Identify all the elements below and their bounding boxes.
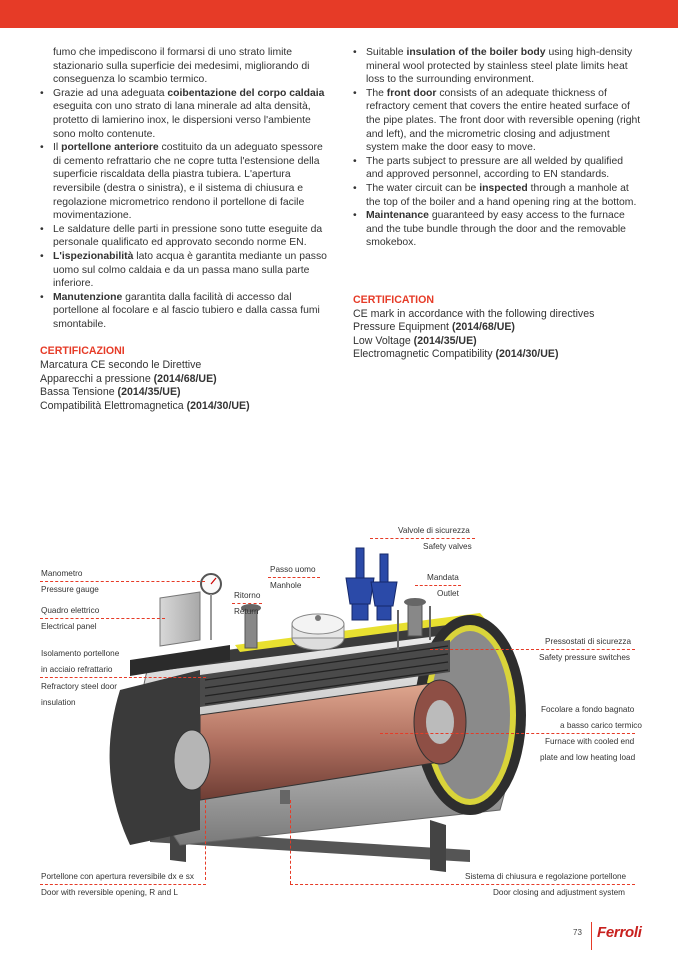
english-column: [353, 46, 643, 362]
bullet-text: guaranteed by easy access to the furnace and the tube bundle through the door and the removable smokebox.: [366, 210, 626, 249]
right-bullet-item: [353, 182, 643, 209]
leader-door-reversible-v: [205, 800, 206, 880]
label-switches-it: Pressostati di sicurezza: [545, 637, 632, 646]
cert-directive-line: [353, 335, 643, 349]
label-return-it: Ritorno: [234, 591, 261, 600]
bullet-bold-text: Maintenance: [366, 210, 429, 222]
bullet-text: eseguita con uno strato di lana minerale ad alta densità, protetto di lamierino inox, le dispersioni verso l'ambiente sono molto contenute.: [53, 101, 311, 140]
directive-code: (2014/68/UE): [451, 321, 515, 334]
label-door-insulation-en-2: insulation: [41, 698, 76, 707]
right-bullet-item: [353, 155, 643, 182]
bullet-bold-text: portellone anteriore: [61, 142, 159, 154]
bullet-text: through a manhole at the top of the boiler and a hand opening ring at the bottom.: [366, 182, 637, 208]
directive-name: Low Voltage: [353, 334, 414, 347]
bullet-dot-icon: •: [40, 223, 44, 235]
left-bullet-item: [40, 250, 330, 291]
bullet-dot-icon: •: [40, 291, 44, 303]
label-manometer-en: Pressure gauge: [41, 585, 99, 594]
left-bullet-item: [40, 141, 330, 223]
label-door-reversible-en: Door with reversible opening, R and L: [41, 888, 178, 897]
label-furnace-en-2: plate and low heating load: [540, 753, 636, 762]
bullet-text: lato acqua è garantita mediante un passo uomo sul colmo caldaia e da un passa mano sulla parte inferiore.: [53, 250, 327, 290]
leader-outlet: [415, 585, 461, 586]
bullet-text: Il: [53, 142, 62, 154]
left-bullet-item: [40, 291, 330, 332]
directive-code: (2014/35/UE): [413, 334, 477, 347]
bullet-dot-icon: •: [353, 210, 357, 222]
cert-directive-line: [40, 386, 330, 400]
bullet-dot-icon: •: [353, 47, 357, 58]
cert-directive-line: [353, 348, 643, 362]
cert-title-it: CERTIFICAZIONI: [40, 345, 125, 358]
bullet-text: The water circuit can be: [366, 182, 480, 194]
page-number: 73: [573, 928, 582, 937]
leader-safety-valves: [370, 538, 475, 539]
bullet-dot-icon: •: [353, 182, 357, 194]
left-bullet-item: [40, 87, 330, 141]
cert-intro-en: CE mark in accordance with the following directives: [353, 307, 595, 320]
bullet-text: using high-density mineral wool protected by stainless steel plate limits heat loss to the surrounding environment.: [366, 47, 633, 86]
label-safety-valves-en: Safety valves: [423, 542, 472, 551]
directive-name: Electromagnetic Compatibility: [353, 348, 496, 361]
label-switches-en: Safety pressure switches: [539, 653, 631, 662]
label-outlet-en: Outlet: [437, 589, 459, 598]
label-furnace-it-1: Focolare a fondo bagnato: [541, 705, 635, 714]
directive-code: (2014/68/UE): [153, 372, 217, 385]
right-bullet-item: [353, 209, 643, 250]
label-panel-it: Quadro elettrico: [41, 606, 100, 615]
bullet-text: costituito da un adeguato spessore di cemento refrattario che ne copre tutta l'estensione della superficie riscaldata della piastra tubiera. L'apertura reversibile (destra o sinistra), e il sistema di chiusura e regolazione micrometrico rendono il portellone di facile movimentazione.: [53, 142, 323, 222]
right-bullet-item: [353, 46, 643, 87]
bullet-bold-text: Manutenzione: [53, 291, 123, 303]
english-bullet-list: [353, 46, 643, 250]
cert-directive-line: [353, 321, 643, 335]
ferroli-logo: Ferroli: [597, 924, 642, 941]
label-door-insulation-it-1: Isolamento portellone: [41, 649, 120, 658]
left-bullet-item: [40, 223, 330, 250]
leader-manhole: [268, 577, 320, 578]
label-door-insulation-it-2: in acciaio refrattario: [41, 665, 113, 674]
directive-name: Pressure Equipment: [353, 321, 452, 334]
bullet-text: Grazie ad una adeguata: [53, 87, 168, 99]
leader-door-reversible: [40, 884, 206, 885]
bullet-bold-text: coibentazione del corpo caldaia: [167, 87, 325, 99]
directive-name: Apparecchi a pressione: [40, 372, 154, 385]
label-furnace-en-1: Furnace with cooled end: [545, 737, 635, 746]
bullet-text: garantita dalla facilità di accesso dal portellone al focolare e al fascio tubiero e dalla cassa fumi smontabile.: [53, 291, 320, 330]
label-closing-en: Door closing and adjustment system: [493, 888, 625, 897]
bullet-dot-icon: •: [40, 250, 44, 262]
label-panel-en: Electrical panel: [41, 622, 97, 631]
leader-panel: [40, 618, 165, 619]
label-return-en: Return: [234, 607, 259, 616]
top-accent-bar: [0, 0, 678, 28]
directive-name: Bassa Tensione: [40, 386, 118, 399]
bullet-dot-icon: •: [353, 155, 357, 167]
leader-door-insulation: [40, 677, 206, 678]
leader-return: [232, 603, 262, 604]
label-outlet-it: Mandata: [427, 573, 459, 582]
bullet-bold-text: front door: [386, 87, 437, 99]
bullet-text: The parts subject to pressure are all welded by qualified and approved personnel, according to EN standards.: [366, 155, 624, 181]
bullet-text: The: [366, 87, 387, 99]
cert-directive-line: [40, 400, 330, 414]
leader-closing-v: [290, 800, 291, 884]
bullet-bold-text: inspected: [479, 182, 528, 194]
directive-code: (2014/30/UE): [186, 399, 250, 412]
bullet-text: Suitable: [366, 47, 407, 58]
label-door-reversible-it: Portellone con apertura reversibile dx e sx: [41, 872, 194, 881]
label-manhole-en: Manhole: [270, 581, 302, 590]
leader-closing: [290, 884, 635, 885]
cert-directive-line: [40, 373, 330, 387]
label-manhole-it: Passo uomo: [270, 565, 316, 574]
cert-title-en: CERTIFICATION: [353, 293, 435, 306]
intro-paragraph: fumo che impediscono il formarsi di uno strato limite stazionario sulla superficie dei medesimi, migliorando di conseguenza lo scambio termico.: [53, 47, 310, 86]
leader-manometer: [40, 581, 205, 582]
directive-name: Compatibilità Elettromagnetica: [40, 399, 187, 412]
bullet-dot-icon: •: [353, 87, 357, 99]
label-manometer-it: Manometro: [41, 569, 83, 578]
directive-code: (2014/35/UE): [117, 386, 181, 399]
italian-column: [40, 46, 330, 413]
bullet-bold-text: insulation of the boiler body: [406, 47, 546, 58]
bullet-text: consists of an adequate thickness of refractory cement that covers the entire heated surface of the pipe plates. The front door with reversible opening (right and left), and the micrometric closing and adjustment system make the door easy to move.: [366, 87, 641, 154]
cert-intro-it: Marcatura CE secondo le Direttive: [40, 359, 202, 372]
italian-bullet-list: [40, 87, 330, 332]
right-bullet-item: [353, 87, 643, 155]
bullet-bold-text: L'ispezionabilità: [53, 250, 134, 262]
bullet-dot-icon: •: [40, 142, 44, 154]
directive-code: (2014/30/UE): [495, 348, 559, 361]
label-furnace-it-2: a basso carico termico: [560, 721, 642, 730]
label-door-insulation-en-1: Refractory steel door: [41, 682, 117, 691]
leader-switches: [430, 649, 635, 650]
bullet-text: Le saldature delle parti in pressione sono tutte eseguite da personale qualificato ed approvato secondo norme EN.: [53, 223, 323, 249]
leader-furnace: [380, 733, 635, 734]
boiler-cutaway-figure: [0, 500, 678, 910]
label-closing-it: Sistema di chiusura e regolazione portellone: [465, 872, 627, 881]
bullet-dot-icon: •: [40, 87, 44, 99]
footer-divider: [591, 922, 592, 950]
label-safety-valves-it: Valvole di sicurezza: [398, 526, 470, 535]
